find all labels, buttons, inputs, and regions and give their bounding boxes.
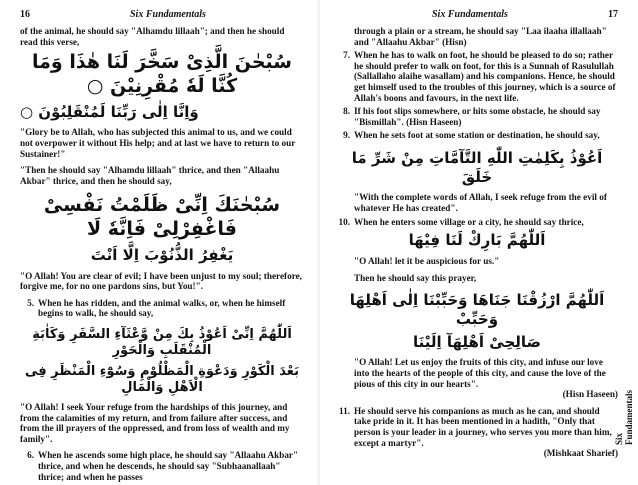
arabic-verse: اَللّٰهُمَّ اِنِّىْ اَعُوْذُ بِكَ مِنْ وَّعْثَآءِ السَّفَرِ وَكَاٰبَةِ الْمُنْقَلَبِ وَالْحَوْرِ (32, 327, 292, 359)
item-number: 9. (343, 130, 350, 141)
translation: "O Allah! I seek Your refuge from the hardships of this journey, and from the calamities of my return, and from failure after success, and from the ill prayers of the oppressed, and from loss of wealth and my family". (20, 402, 290, 444)
left-page-header (20, 0, 304, 26)
translation: "O Allah! Let us enjoy the fruits of this city, and infuse our love into the hearts of the people of this city, and cause the love of the pious of this city in our hearts". (354, 357, 606, 389)
reference: (Hisn Haseen) (562, 389, 618, 400)
list-item (336, 50, 618, 103)
side-tab-label-line: Fundamentals (624, 390, 634, 446)
arabic-verse: سُبْحٰنَ الَّذِىْ سَخَّرَ لَنَا هٰذَا وَمَا كُنَّا لَهٗ مُقْرِنِيْنَ ○ (32, 51, 292, 97)
item-text: When he has ridden, and the animal walks, or, when he himself begins to walk, he should say, (38, 297, 286, 319)
item-number: 6. (27, 450, 34, 461)
right-page-header (336, 0, 618, 26)
arabic-verse: بَعْدَ الْكَوْرِ وَدَعْوَةِ الْمَظْلُوْمِ وَسُوْٓءِ الْمَنْظَرِ فِى الْاَهْلِ وَالْمَالِ (24, 363, 299, 395)
translation: "O Allah! You are clear of evil; I have been unjust to my soul; therefore, forgive me, for no one pardons sins, but You!". (20, 270, 302, 292)
running-title: Six Fundamentals (432, 9, 508, 20)
list-item (336, 106, 618, 127)
paragraph: of the animal, he should say "Alhamdu lillaah"; and then he should read this verse, (20, 26, 285, 47)
list-item (20, 298, 304, 319)
list-item (336, 406, 618, 448)
list-item (20, 450, 304, 482)
list-item (336, 217, 618, 228)
arabic-verse: يَغْفِرُ الذُّنُوْبَ اِلَّا اَنْتَ (90, 245, 234, 264)
item-number: 5. (27, 297, 34, 308)
item-text: When he ascends some high place, he should say "Allaahu Akbar" thrice, and when he descends, he should say "Subhaanallaah" thrice; and when he passes (38, 450, 299, 482)
item-text: He should serve his companions as much as he can, and should take pride in it. It has been mentioned in a hadith, "Only that person is your leader in a journey, who serves you more than him, except a martyr". (354, 405, 612, 448)
item-text: When he has to walk on foot, he should be pleased to do so; rather he should prefer to walk on foot, for this is a Sunnah of Rasulullah (Sallallaho alaihe wasallam) and his companions. Hence, he should get himself used to the troubles of this journey, which is a source of Allah's boons and favours, in the next life. (354, 50, 616, 103)
paragraph: "Then he should say "Alhamdu lillaah" thrice, and then "Allaahu Akbar" thrice, and then he should say, (20, 165, 280, 186)
item-number: 8. (343, 106, 350, 117)
arabic-verse: سُبْحٰنَكَ اِنِّىْ ظَلَمْتُ نَفْسِىْ فَاغْفِرْلِىْ فَاِنَّهٗ لَا (43, 194, 281, 241)
item-number: 7. (343, 50, 350, 61)
arabic-verse: صَالِحِىْ اَهْلِهَآ اِلَيْنَا (412, 332, 542, 351)
paragraph: through a plain or a stream, he should say "Laa ilaaha illallaah" and "Allaahu Akbar" (Hisn) (354, 26, 607, 47)
page-number: 16 (20, 9, 30, 20)
side-tab-label (614, 390, 634, 445)
page-number: 17 (608, 9, 618, 20)
reference: (Mishkaat Sharief) (543, 448, 618, 459)
running-title: Six Fundamentals (130, 9, 206, 20)
paragraph: Then he should say this prayer, (354, 272, 477, 283)
translation: "O Allah! let it be auspicious for us." (354, 255, 500, 266)
list-item (336, 130, 618, 141)
left-page (0, 0, 318, 485)
translation: "Glory be to Allah, who has subjected this animal to us, and we could not overpower it without His help; and at last we have to return to our Sustainer!" (20, 127, 296, 159)
translation: "With the complete words of Allah, I seek refuge from the evil of whatever He has created". (354, 192, 607, 214)
side-tab-label-line: Six (614, 433, 624, 446)
item-text: When he enters some village or a city, he should say thrice, (354, 216, 584, 227)
arabic-verse: وَاِنَّا اِلٰى رَبِّنَا لَمُنْقَلِبُوْنَ ○ (20, 102, 199, 121)
arabic-verse: اَعُوْذُ بِكَلِمٰتِ اللّٰهِ التَّآمَّاتِ مِنْ شَرِّ مَا خَلَقَ (351, 148, 603, 186)
item-number: 10. (338, 216, 350, 227)
arabic-verse: اَللّٰهُمَّ بَارِكْ لَنَا فِيْهَا (408, 231, 546, 250)
right-page (320, 0, 638, 485)
item-text: If his foot slips somewhere, or hits some obstacle, he should say "Bismillah". (Hisn Haseen) (354, 106, 601, 127)
item-number: 11. (339, 405, 350, 416)
item-text: When he sets foot at some station or destination, he should say, (354, 130, 600, 141)
arabic-verse: اَللّٰهُمَّ ارْزُقْنَا جَنَاهَا وَحَبِّبْنَا اِلٰى اَهْلِهَا وَحَبِّبْ (349, 291, 605, 328)
